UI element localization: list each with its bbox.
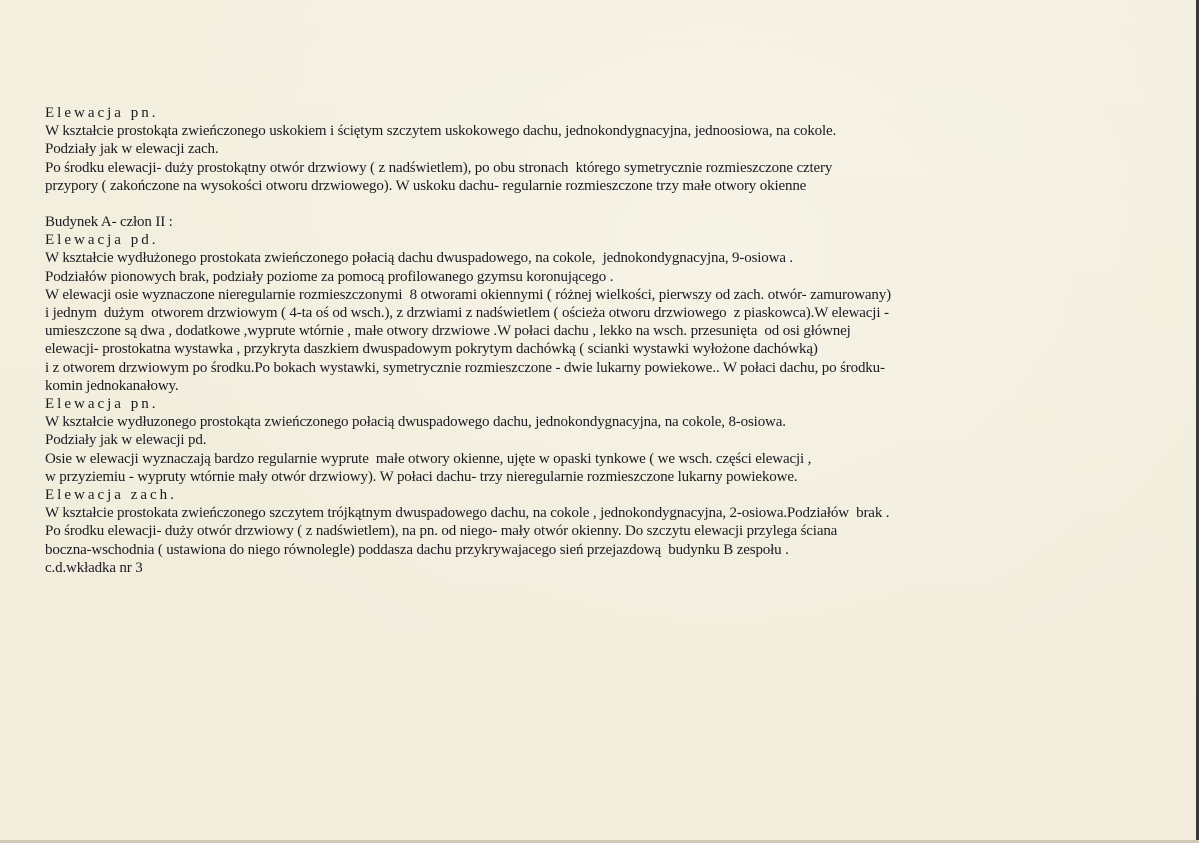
section-heading: Elewacja zach. — [45, 487, 177, 504]
text-line: Podziały jak w elewacji pd. — [45, 432, 207, 449]
text-line: Podziały jak w elewacji zach. — [45, 141, 219, 158]
text-line: komin jednokanałowy. — [45, 377, 179, 394]
section-heading: Elewacja pn. — [45, 396, 159, 413]
document-body — [45, 104, 1115, 577]
section-heading: Elewacja pn. — [45, 105, 159, 121]
text-line: elewacji- prostokatna wystawka , przykryta daszkiem dwuspadowym pokrytym dachówką ( scianki wystawki wyłożone dachówką) — [45, 341, 818, 358]
text-line: W kształcie prostokąta zwieńczonego uskokiem i ściętym szczytem uskokowego dachu, jednokondygnacyjna, jednoosiowa, na cokole. — [45, 123, 837, 140]
text-line: Budynek A- człon II : — [45, 214, 173, 231]
text-line: umieszczone są dwa , dodatkowe ,wyprute wtórnie , małe otwory drzwiowe .W połaci dachu , lekko na wsch. przesunięta od osi głównej — [45, 323, 851, 340]
text-line: Podziałów pionowych brak, podziały poziome za pomocą profilowanego gzymsu koronującego . — [45, 268, 614, 285]
text-line: W kształcie wydłużonego prostokata zwieńczonego połacią dachu dwuspadowego, na cokole, jednokondygnacyjna, 9-osiowa . — [45, 250, 794, 267]
text-line: w przyziemiu - wypruty wtórnie mały otwór drzwiowy). W połaci dachu- trzy nieregularnie rozmieszczone lukarny powiekowe. — [45, 468, 798, 485]
text-line: przypory ( zakończone na wysokości otworu drzwiowego). W uskoku dachu- regularnie rozmieszczone trzy małe otwory okienne — [45, 177, 807, 194]
section-heading: Elewacja pd. — [45, 232, 159, 249]
paragraph-gap — [45, 195, 1115, 213]
text-line: W kształcie wydłuzonego prostokąta zwieńczonego połacią dwuspadowego dachu, jednokondygnacyjna, na cokole, 8-osiowa. — [45, 414, 786, 431]
text-line: boczna-wschodnia ( ustawiona do niego równolegle) poddasza dachu przykrywajacego sień przejazdową budynku B zespołu . — [45, 541, 789, 558]
text-line: i jednym dużym otworem drzwiowym ( 4-ta oś od wsch.), z drzwiami z nadświetlem ( ościeża otworu drzwiowego z piaskowca).W elewacji - — [45, 305, 889, 322]
text-line: Po środku elewacji- duży otwór drzwiowy ( z nadświetlem), na pn. od niego- mały otwór okienny. Do szczytu elewacji przylega ściana — [45, 523, 838, 540]
text-line: Osie w elewacji wyznaczają bardzo regularnie wyprute małe otwory okienne, ujęte w opaski tynkowe ( we wsch. części elewacji , — [45, 450, 812, 467]
text-line: i z otworem drzwiowym po środku.Po bokach wystawki, symetrycznie rozmieszczone - dwie lukarny powiekowe.. W połaci dachu, po środku- — [45, 359, 885, 376]
text-line: c.d.wkładka nr 3 — [45, 559, 143, 576]
text-line: W elewacji osie wyznaczone nieregularnie rozmieszczonymi 8 otworami okiennymi ( różnej wielkości, pierwszy od zach. otwór- zamurowany) — [45, 286, 891, 303]
text-line: W kształcie prostokata zwieńczonego szczytem trójkątnym dwuspadowego dachu, na cokole , jednokondygnacyjna, 2-osiowa.Podziałów brak . — [45, 505, 890, 522]
text-line: Po środku elewacji- duży prostokątny otwór drzwiowy ( z nadświetlem), po obu stronach którego symetrycznie rozmieszczone cztery — [45, 159, 833, 176]
